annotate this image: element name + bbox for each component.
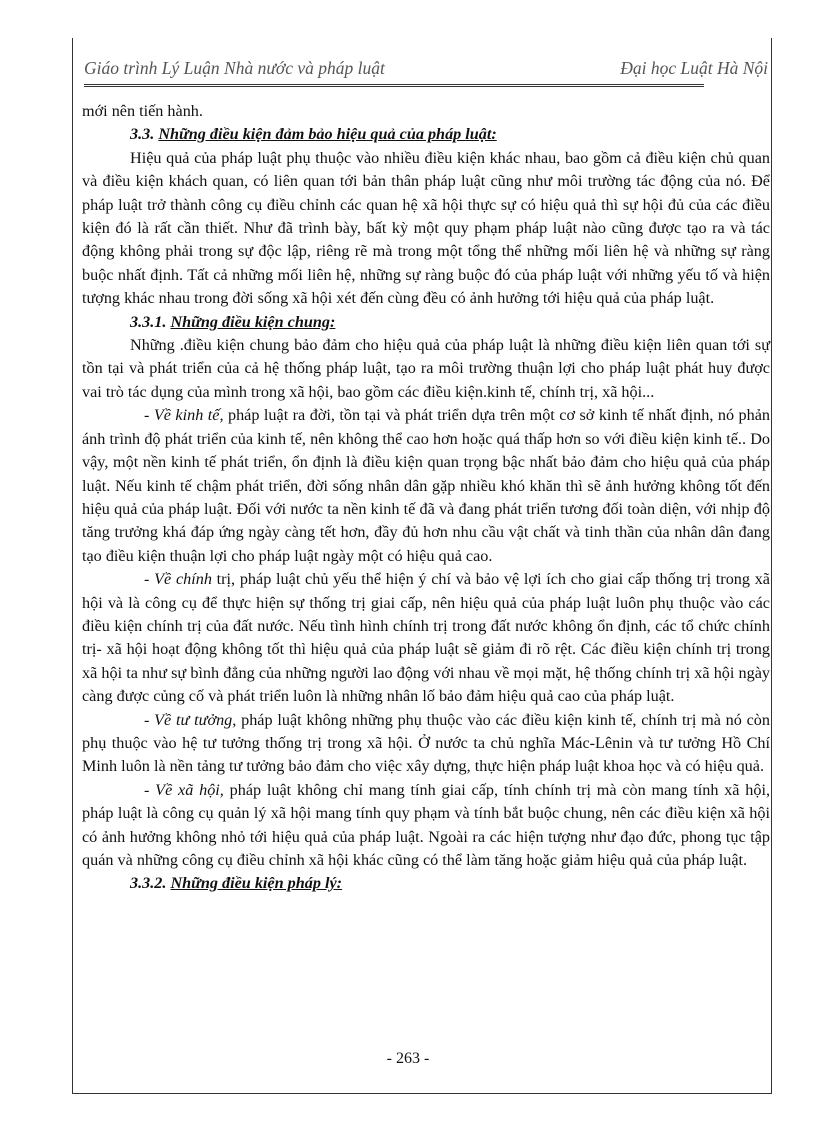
section-title: Những điều kiện pháp lý:	[170, 874, 343, 893]
header-university: Đại học Luật Hà Nội	[620, 58, 768, 78]
section-number: 3.3.2.	[130, 874, 171, 893]
lead-phrase: - Về kinh tế,	[144, 406, 224, 425]
paragraph-ideological	[82, 709, 770, 779]
section-number: 3.3.1.	[130, 312, 171, 331]
section-title: Những điều kiện chung:	[170, 312, 336, 331]
paragraph-continuation: mới nên tiến hành.	[82, 102, 203, 120]
lead-phrase: - Về chính	[144, 570, 212, 589]
section-number: 3.3.	[130, 125, 159, 144]
page-number: - 263 -	[386, 1050, 430, 1067]
paragraph-text: pháp luật ra đời, tồn tại và phát triển dựa trên một cơ sở kinh tế nhất định, nó phản ánh trình độ phát triển của kinh tế, nên không thể cao hơn hoặc quá thấp hơn so với điều kiện kinh tế.. Do vậy, một nền kinh tế phát triển, ổn định là điều kiện quan trọng bậc nhất bảo đảm cho hiệu quả của pháp luật. Nếu kinh tế chậm phát triển, đời sống nhân dân gặp nhiều khó khăn thì sẽ ảnh hưởng không tốt đến hiệu quả của pháp luật. Đối với nước ta nền kinh tế đã và đang phát triển tương đối toàn diện, với nhịp độ tăng trưởng khá đáp ứng ngày càng tết hơn, đầy đủ hơn nhu cầu vật chất và tinh thần của nhân dân đang tạo điều kiện thuận lợi cho pháp luật ngày một có hiệu quả cao.	[82, 406, 771, 565]
paragraph-text: pháp luật không những phụ thuộc vào các điều kiện kinh tế, chính trị mà nó còn phụ thuộc vào hệ tư tưởng thống trị trong xã hội. Ở nước ta chủ nghĩa Mác-Lênin và tư tưởng Hồ Chí Minh luôn là nền tảng tư tưởng bảo đảm cho việc xây dựng, thực hiện pháp luật khoa học và có hiệu quả.	[82, 710, 770, 776]
document-body	[82, 100, 770, 896]
paragraph-text: pháp luật không chỉ mang tính giai cấp, tính chính trị mà còn mang tính xã hội, pháp luật là công cụ quản lý xã hội mang tính quy phạm và tính bắt buộc chung, nên các điều kiện xã hội có ảnh hưởng không nhỏ tới hiệu quả của pháp luật. Ngoài ra các hiện tượng như đạo đức, phong tục tập quán và những công cụ điều chỉnh xã hội khác cũng có thể làm tăng hoặc giảm hiệu quả của pháp luật.	[82, 780, 770, 869]
paragraph-social	[82, 779, 770, 873]
header-book-title: Giáo trình Lý Luận Nhà nước và pháp luật	[84, 58, 385, 78]
lead-phrase: - Về xã hội,	[144, 780, 224, 799]
paragraph-text: trị, pháp luật chủ yếu thể hiện ý chí và bảo vệ lợi ích cho giai cấp thống trị trong xã hội và là công cụ để thực hiện sự thống trị giai cấp, nên hiệu quả của pháp luật luôn phụ thuộc vào các điều kiện chính trị của đất nước. Nếu tình hình chính trị trong đất nước không ổn định, các tổ chức chính trị- xã hội hoạt động không tốt thì hiệu quả của pháp luật sẽ giảm đi rõ rệt. Các điều kiện chính trị trong xã hội ta như sự bình đẳng của những người lao động với nhau về mọi mặt, hệ thống chính trị xã hội ngày càng được củng cố và phát triển luôn là những nhân lố bảo đảm hiệu quả cao của pháp luật.	[82, 570, 770, 706]
lead-phrase: - Về tư tưởng,	[144, 710, 237, 729]
paragraph-political	[82, 568, 770, 708]
section-title: Những điều kiện đảm bảo hiệu quả của pháp luật:	[158, 125, 497, 144]
paragraph-economic	[82, 404, 770, 568]
page-header	[84, 52, 784, 86]
section-heading-3-3-1	[82, 311, 770, 334]
section-heading-3-3-2	[82, 872, 770, 895]
paragraph-intro: Hiệu quả của pháp luật phụ thuộc vào nhiều điều kiện khác nhau, bao gồm cả điều kiện chủ quan và điều kiện khách quan, có liên quan tới bản thân pháp luật cũng như môi trường tác động của nó. Để pháp luật trở thành công cụ điều chỉnh các quan hệ xã hội thực sự có hiệu quả thì sự hội đủ của các điều kiện đó là rất cần thiết. Như đã trình bày, bất kỳ một quy phạm pháp luật nào cũng được tạo ra và tác động không phải trong sự độc lập, riêng rẽ mà trong một tổng thể những mối liên hệ và những sự ràng buộc nhất định. Tất cả những mối liên hệ, những sự ràng buộc đó của pháp luật với những yếu tố và hiện tượng khác nhau trong đời sống xã hội xét đến cùng đều có ảnh hưởng tới hiệu quả của pháp luật.	[82, 148, 770, 308]
section-heading-3-3	[82, 123, 770, 146]
paragraph-general-conditions: Những .điều kiện chung bảo đảm cho hiệu quả của pháp luật là những điều kiện liên quan tới sự tồn tại và phát triển của cả hệ thống pháp luật, tạo ra môi trường thuận lợi cho pháp luật phát huy được vai trò tác dụng của mình trong xã hội, bao gồm các điều kiện.kinh tế, chính trị, xã hội...	[82, 336, 770, 401]
header-divider	[84, 84, 704, 87]
